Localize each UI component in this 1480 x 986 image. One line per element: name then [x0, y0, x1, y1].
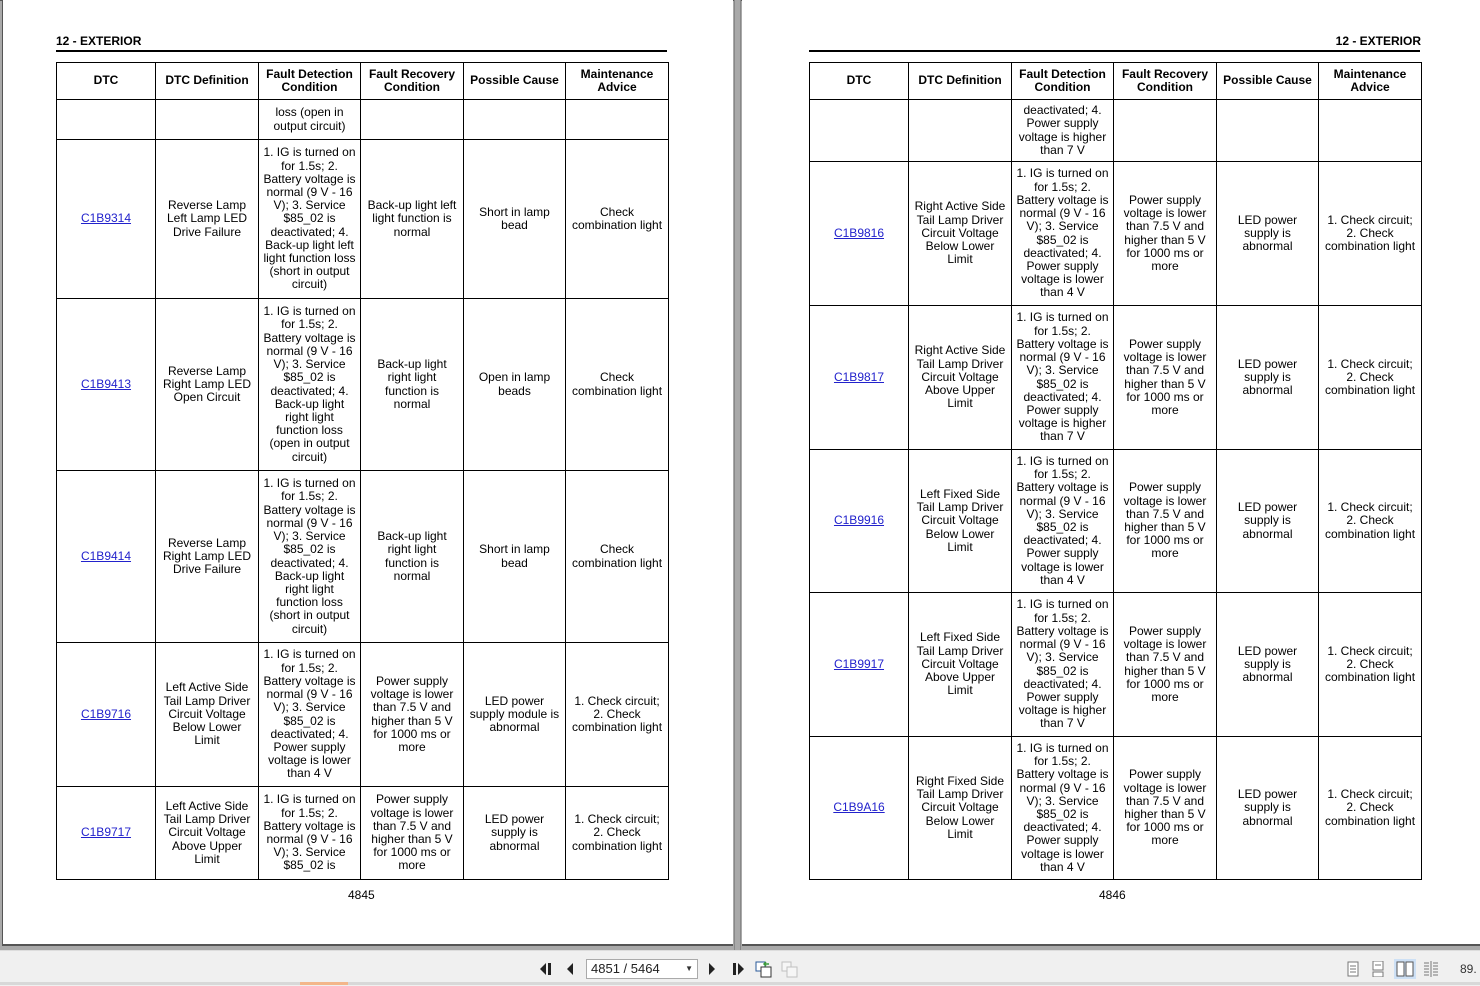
column-header-advice: Maintenance Advice	[566, 63, 669, 100]
cause-cell: LED power supply is abnormal	[1217, 737, 1319, 880]
table-header-row	[57, 63, 669, 100]
last-page-icon	[731, 962, 745, 976]
facing-pages-view-icon	[1396, 961, 1414, 977]
definition-cell: Reverse Lamp Right Lamp LED Drive Failure	[156, 471, 259, 643]
cause-cell: LED power supply is abnormal	[1217, 450, 1319, 593]
detection-cell: 1. IG is turned on for 1.5s; 2. Battery voltage is normal (9 V - 16 V); 3. Service $85_02 is deactivated; 4. Power supply voltage is lower than 4 V	[1012, 162, 1114, 306]
cause-cell: LED power supply is abnormal	[464, 787, 566, 880]
detection-cell: 1. IG is turned on for 1.5s; 2. Battery voltage is normal (9 V - 16 V); 3. Service $85_02 is	[259, 787, 361, 880]
page-indicator: 4851 / 5464	[591, 961, 660, 976]
next-view-button[interactable]	[780, 960, 800, 978]
column-header-detection: Fault Detection Condition	[259, 63, 361, 100]
column-header-definition: DTC Definition	[156, 63, 259, 100]
definition-cell: Left Active Side Tail Lamp Driver Circuit Voltage Above Upper Limit	[156, 787, 259, 880]
cause-cell: LED power supply is abnormal	[1217, 593, 1319, 737]
definition-cell: Left Fixed Side Tail Lamp Driver Circuit Voltage Below Lower Limit	[909, 450, 1012, 593]
detection-cell: 1. IG is turned on for 1.5s; 2. Battery voltage is normal (9 V - 16 V); 3. Service $85_02 is deactivated; 4. Back-up light right light function loss (open in output circuit)	[259, 299, 361, 471]
advice-cell: 1. Check circuit; 2. Check combination light	[566, 643, 669, 787]
recovery-cell	[361, 100, 464, 140]
dtc-link-c1b9817[interactable]: C1B9817	[833, 369, 885, 384]
column-header-advice: Maintenance Advice	[1319, 63, 1422, 100]
recovery-cell: Power supply voltage is lower than 7.5 V and higher than 5 V for 1000 ms or more	[1114, 593, 1217, 737]
cause-cell	[464, 100, 566, 140]
column-header-detection: Fault Detection Condition	[1012, 63, 1114, 100]
dtc-cell	[57, 100, 156, 140]
header-rule	[809, 50, 1420, 52]
dtc-link-c1b9413[interactable]: C1B9413	[80, 376, 132, 391]
previous-page-button[interactable]	[562, 960, 578, 978]
previous-view-button[interactable]	[754, 960, 774, 978]
definition-cell: Right Fixed Side Tail Lamp Driver Circuit Voltage Below Lower Limit	[909, 737, 1012, 880]
continuous-view-icon	[1372, 961, 1384, 977]
next-page-icon	[707, 962, 717, 976]
definition-cell	[156, 100, 259, 140]
detection-cell: 1. IG is turned on for 1.5s; 2. Battery voltage is normal (9 V - 16 V); 3. Service $85_02 is deactivated; 4. Back-up light left light function loss (short in output circuit)	[259, 140, 361, 299]
definition-cell	[909, 100, 1012, 162]
dtc-cell	[810, 737, 909, 880]
page-number-input[interactable]	[586, 959, 698, 979]
dtc-cell	[810, 450, 909, 593]
recovery-cell: Power supply voltage is lower than 7.5 V and higher than 5 V for 1000 ms or more	[361, 643, 464, 787]
column-header-dtc: DTC	[810, 63, 909, 100]
recovery-cell: Back-up light left light function is normal	[361, 140, 464, 299]
recovery-cell: Back-up light right light function is normal	[361, 299, 464, 471]
dtc-link-c1b9917[interactable]: C1B9917	[833, 656, 885, 671]
single-page-view-button[interactable]	[1342, 959, 1364, 979]
dtc-table	[56, 62, 669, 880]
dtc-link-c1b9a16[interactable]: C1B9A16	[833, 800, 885, 815]
continuous-facing-view-icon	[1422, 961, 1440, 977]
column-header-cause: Possible Cause	[464, 63, 566, 100]
dtc-cell	[810, 306, 909, 450]
detection-cell: loss (open in output circuit)	[259, 100, 361, 140]
advice-cell	[1319, 100, 1422, 162]
dtc-cell	[57, 643, 156, 787]
first-page-button[interactable]	[537, 960, 555, 978]
table-row	[57, 299, 669, 471]
definition-cell: Right Active Side Tail Lamp Driver Circuit Voltage Below Lower Limit	[909, 162, 1012, 306]
table-row	[57, 643, 669, 787]
dtc-table	[809, 62, 1422, 880]
page-divider	[734, 0, 741, 950]
page-number: 4846	[1099, 888, 1126, 902]
dtc-cell	[810, 100, 909, 162]
continuous-facing-view-button[interactable]	[1420, 959, 1442, 979]
section-header: 12 - EXTERIOR	[56, 34, 142, 48]
dtc-cell	[57, 299, 156, 471]
advice-cell	[566, 100, 669, 140]
table-row	[57, 787, 669, 880]
detection-cell: 1. IG is turned on for 1.5s; 2. Battery voltage is normal (9 V - 16 V); 3. Service $85_02 is deactivated; 4. Back-up light right light function loss (short in output circuit)	[259, 471, 361, 643]
column-header-dtc: DTC	[57, 63, 156, 100]
recovery-cell	[1114, 100, 1217, 162]
recovery-cell: Back-up light right light function is normal	[361, 471, 464, 643]
chevron-down-icon[interactable]: ▼	[685, 964, 693, 973]
facing-pages-view-button[interactable]	[1394, 959, 1416, 979]
dtc-link-c1b9717[interactable]: C1B9717	[80, 825, 132, 840]
column-header-definition: DTC Definition	[909, 63, 1012, 100]
advice-cell: 1. Check circuit; 2. Check combination light	[1319, 737, 1422, 880]
section-header: 12 - EXTERIOR	[1335, 34, 1421, 48]
page-number: 4845	[348, 888, 375, 902]
dtc-link-c1b9716[interactable]: C1B9716	[80, 706, 132, 721]
cause-cell	[1217, 100, 1319, 162]
dtc-link-c1b9816[interactable]: C1B9816	[833, 225, 885, 240]
first-page-icon	[539, 962, 553, 976]
previous-page-icon	[565, 962, 575, 976]
detection-cell: 1. IG is turned on for 1.5s; 2. Battery voltage is normal (9 V - 16 V); 3. Service $85_02 is deactivated; 4. Power supply voltage is higher than 7 V	[1012, 306, 1114, 450]
definition-cell: Right Active Side Tail Lamp Driver Circuit Voltage Above Upper Limit	[909, 306, 1012, 450]
page-4846	[742, 0, 1480, 946]
column-header-cause: Possible Cause	[1217, 63, 1319, 100]
recovery-cell: Power supply voltage is lower than 7.5 V and higher than 5 V for 1000 ms or more	[1114, 306, 1217, 450]
table-row	[810, 100, 1422, 162]
advice-cell: 1. Check circuit; 2. Check combination light	[1319, 306, 1422, 450]
advice-cell: 1. Check circuit; 2. Check combination light	[1319, 162, 1422, 306]
advice-cell: Check combination light	[566, 140, 669, 299]
table-row	[810, 593, 1422, 737]
column-header-recovery: Fault Recovery Condition	[361, 63, 464, 100]
definition-cell: Reverse Lamp Left Lamp LED Drive Failure	[156, 140, 259, 299]
advice-cell: 1. Check circuit; 2. Check combination light	[566, 787, 669, 880]
advice-cell: 1. Check circuit; 2. Check combination light	[1319, 450, 1422, 593]
table-row	[810, 162, 1422, 306]
cause-cell: Short in lamp bead	[464, 471, 566, 643]
cause-cell: Short in lamp bead	[464, 140, 566, 299]
header-rule	[56, 50, 667, 52]
advice-cell: 1. Check circuit; 2. Check combination light	[1319, 593, 1422, 737]
table-row	[57, 100, 669, 140]
previous-view-icon	[755, 960, 773, 978]
last-page-button[interactable]	[729, 960, 747, 978]
continuous-view-button[interactable]	[1367, 959, 1389, 979]
dtc-link-c1b9916[interactable]: C1B9916	[833, 513, 885, 528]
recovery-cell: Power supply voltage is lower than 7.5 V and higher than 5 V for 1000 ms or more	[1114, 162, 1217, 306]
cause-cell: LED power supply is abnormal	[1217, 162, 1319, 306]
single-page-view-icon	[1347, 961, 1359, 977]
dtc-cell	[57, 787, 156, 880]
detection-cell: 1. IG is turned on for 1.5s; 2. Battery voltage is normal (9 V - 16 V); 3. Service $85_02 is deactivated; 4. Power supply voltage is lower than 4 V	[1012, 737, 1114, 880]
cause-cell: LED power supply module is abnormal	[464, 643, 566, 787]
dtc-cell	[810, 593, 909, 737]
definition-cell: Left Active Side Tail Lamp Driver Circuit Voltage Below Lower Limit	[156, 643, 259, 787]
navigation-toolbar	[0, 950, 1480, 986]
definition-cell: Reverse Lamp Right Lamp LED Open Circuit	[156, 299, 259, 471]
cause-cell: LED power supply is abnormal	[1217, 306, 1319, 450]
detection-cell: 1. IG is turned on for 1.5s; 2. Battery voltage is normal (9 V - 16 V); 3. Service $85_02 is deactivated; 4. Power supply voltage is higher than 7 V	[1012, 593, 1114, 737]
column-header-recovery: Fault Recovery Condition	[1114, 63, 1217, 100]
page-4845	[2, 0, 733, 946]
table-row	[57, 471, 669, 643]
table-row	[57, 140, 669, 299]
dtc-link-c1b9314[interactable]: C1B9314	[80, 211, 132, 226]
table-row	[810, 450, 1422, 593]
detection-cell: 1. IG is turned on for 1.5s; 2. Battery voltage is normal (9 V - 16 V); 3. Service $85_02 is deactivated; 4. Power supply voltage is lower than 4 V	[1012, 450, 1114, 593]
dtc-cell	[810, 162, 909, 306]
table-row	[810, 306, 1422, 450]
recovery-cell: Power supply voltage is lower than 7.5 V and higher than 5 V for 1000 ms or more	[1114, 450, 1217, 593]
dtc-cell	[57, 471, 156, 643]
zoom-level[interactable]: 89.	[1460, 962, 1477, 976]
recovery-cell: Power supply voltage is lower than 7.5 V and higher than 5 V for 1000 ms or more	[361, 787, 464, 880]
advice-cell: Check combination light	[566, 299, 669, 471]
recovery-cell: Power supply voltage is lower than 7.5 V and higher than 5 V for 1000 ms or more	[1114, 737, 1217, 880]
definition-cell: Left Fixed Side Tail Lamp Driver Circuit Voltage Above Upper Limit	[909, 593, 1012, 737]
table-row	[810, 737, 1422, 880]
next-view-icon	[781, 960, 799, 978]
dtc-link-c1b9414[interactable]: C1B9414	[80, 548, 132, 563]
advice-cell: Check combination light	[566, 471, 669, 643]
dtc-cell	[57, 140, 156, 299]
next-page-button[interactable]	[704, 960, 720, 978]
cause-cell: Open in lamp beads	[464, 299, 566, 471]
table-header-row	[810, 63, 1422, 100]
detection-cell: 1. IG is turned on for 1.5s; 2. Battery voltage is normal (9 V - 16 V); 3. Service $85_02 is deactivated; 4. Power supply voltage is lower than 4 V	[259, 643, 361, 787]
detection-cell: deactivated; 4. Power supply voltage is higher than 7 V	[1012, 100, 1114, 162]
